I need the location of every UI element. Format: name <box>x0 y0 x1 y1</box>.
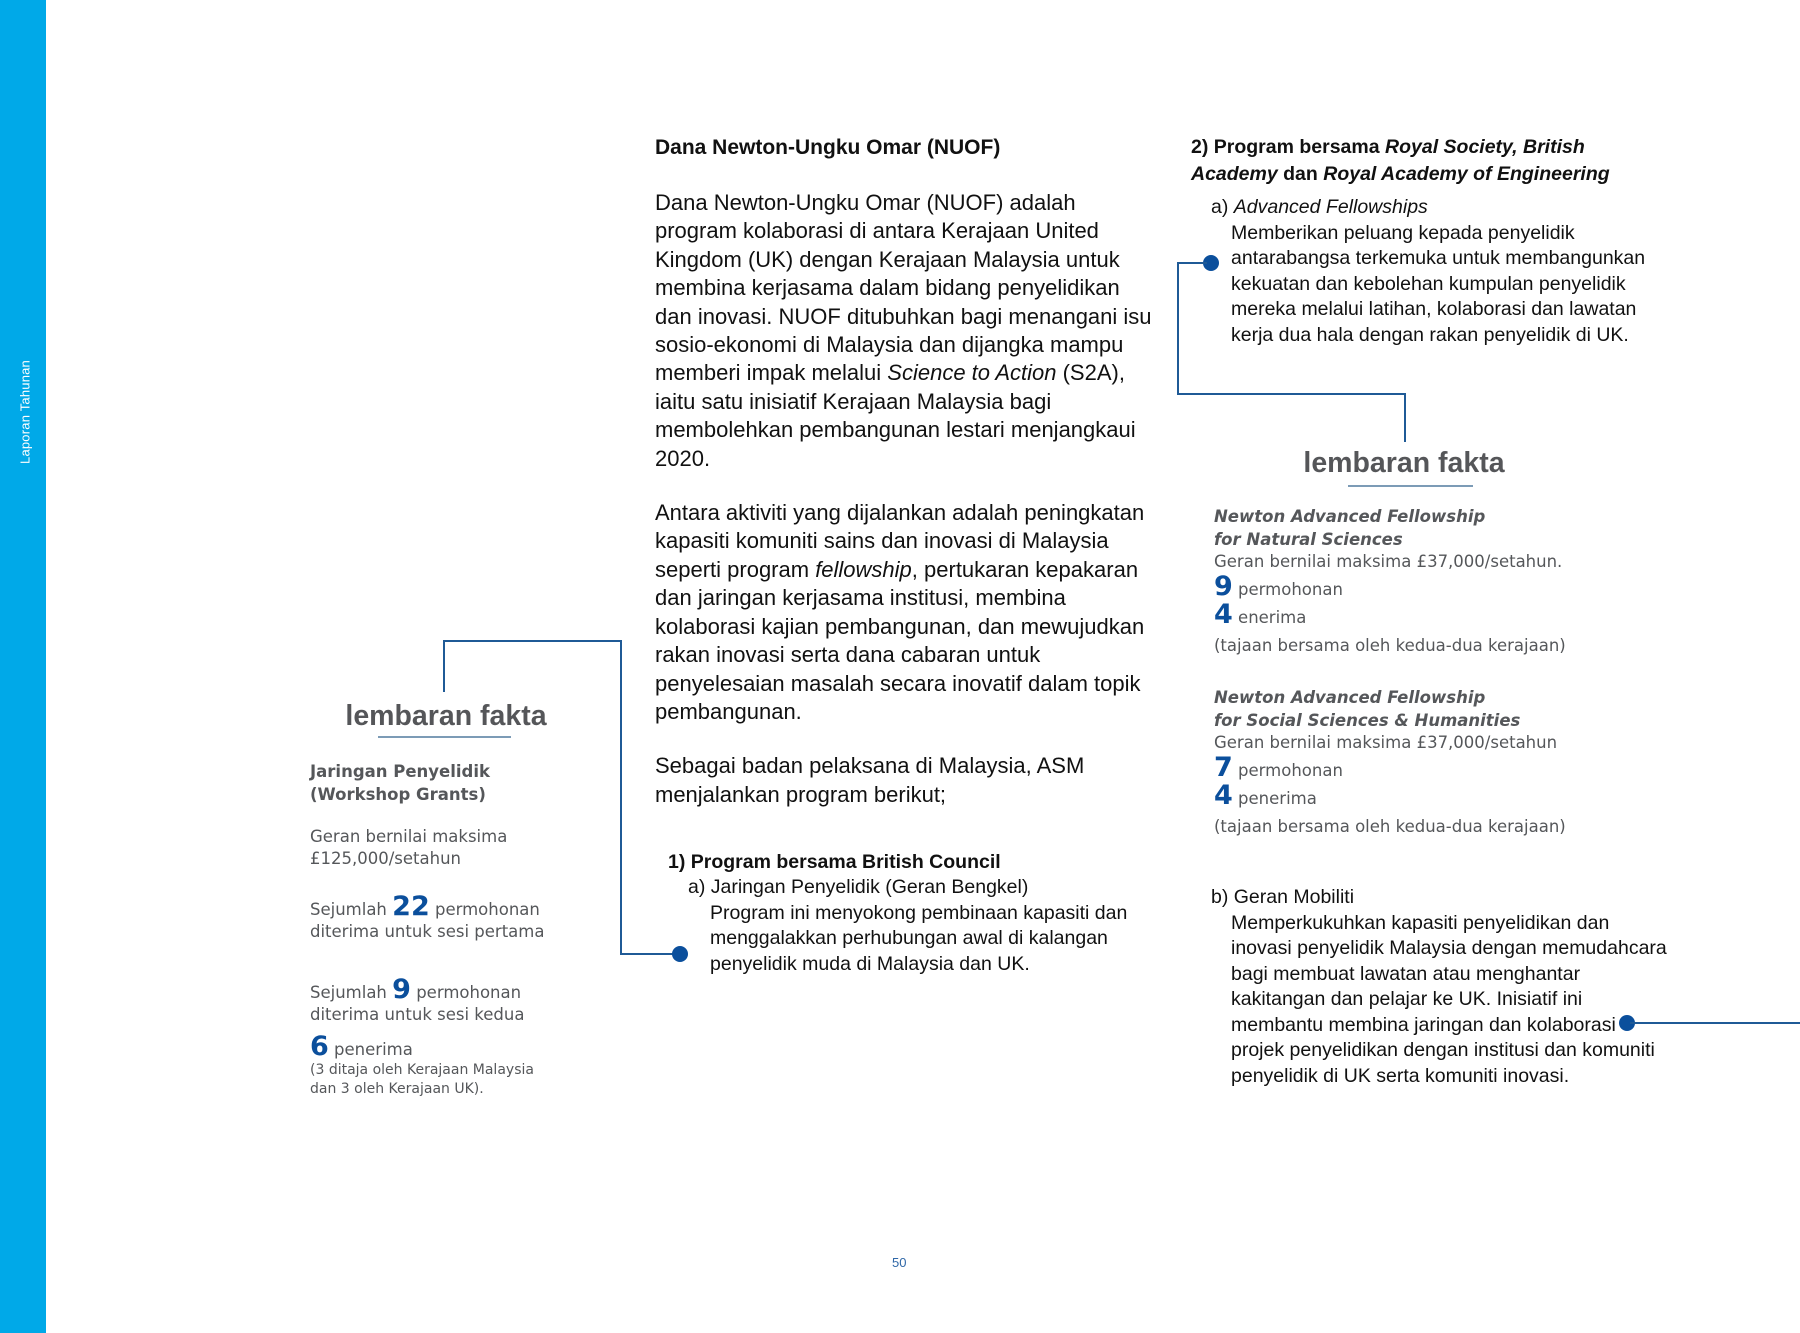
paragraph-intro-italic: Science to Action <box>887 360 1057 386</box>
page-number: 50 <box>892 1255 907 1270</box>
connector-left-vertical-short <box>443 640 445 692</box>
applications-label: permohonan <box>1238 580 1343 599</box>
connector-right-horizontal-top <box>1177 262 1207 264</box>
program-2-sub-b-body: Memperkukuhkan kapasiti penyelidikan dan inovasi penyelidik Malaysia dengan memudahcara bagi membuat lawatan atau menghantar kakitangan dan pelajar ke UK. Inisiatif ini membantu membina jaringan dan kolaborasi projek penyelidikan dengan institusi dan komuniti penyelidik di UK serta komuniti inovasi. <box>1231 911 1667 1087</box>
fact-left-session-2 <box>310 974 570 1005</box>
fact-right-item-2-note: (tajaan bersama oleh kedua-dua kerajaan) <box>1214 817 1566 836</box>
fact-sheet-right-heading: lembaran fakta <box>1303 447 1505 479</box>
fact-right-item-2-grant: Geran bernilai maksima £37,000/setahun <box>1214 733 1558 752</box>
program-2-sub-a <box>1211 195 1661 348</box>
session-1-suffix: permohonan <box>434 900 540 919</box>
program-2-title <box>1191 134 1661 187</box>
program-1-sub-a-label: a) Jaringan Penyelidik (Geran Bengkel) <box>688 876 1029 898</box>
program-2-sub-a-body: Memberikan peluang kepada penyelidik antarabangsa terkemuka untuk membangunkan kekuatan dan kebolehan kumpulan penyelidik mereka melalui latihan, kolaborasi dan lawatan kerja dua hala dengan rakan penyelidik di UK. <box>1231 221 1646 346</box>
fact-right-item-1-note: (tajaan bersama oleh kedua-dua kerajaan) <box>1214 636 1566 655</box>
session-1-prefix: Sejumlah <box>310 900 387 919</box>
fact-left-grant-1: Geran bernilai maksima <box>310 827 508 846</box>
fact-sheet-left-heading: lembaran fakta <box>345 700 547 732</box>
program-1-title: 1) Program bersama British Council <box>668 851 1001 873</box>
fact-left-note-1: (3 ditaja oleh Kerajaan Malaysia <box>310 1062 534 1078</box>
paragraph-activities-text-end: , pertukaran kepakaran dan jaringan kerjasama institusi, membina kolaborasi kajian pembangunan, dan mewujudkan rakan inovasi serta dana cabaran untuk penyelesaian masalah secara inovatif dalam topik pembangunan. <box>655 556 1145 724</box>
recipients-label: enerima <box>1238 608 1307 627</box>
program-2-title-italic-1: Royal Society, British Academy <box>1191 136 1585 185</box>
fact-left-title-1: Jaringan Penyelidik <box>310 762 490 781</box>
fact-right-item-1-recipients <box>1214 601 1594 635</box>
program-2 <box>1191 134 1661 187</box>
program-2-sub-b <box>1211 885 1671 1089</box>
paragraph-activities <box>655 499 1155 726</box>
session-2-count: 9 <box>392 974 411 1005</box>
fact-right-item-social-sciences <box>1214 687 1594 838</box>
connector-right-horizontal-mid <box>1177 393 1406 395</box>
fact-right-item-1-title-1: Newton Advanced Fellowship <box>1214 507 1486 526</box>
fact-left-session-2-line2: diterima untuk sesi kedua <box>310 1005 525 1024</box>
connector-right-vertical-left <box>1177 262 1179 395</box>
fact-right-item-2-recipients <box>1214 782 1594 816</box>
paragraph-activities-text: Antara aktiviti yang dijalankan adalah peningkatan kapasiti komuniti sains dan inovasi di Malaysia seperti program <box>655 500 1145 582</box>
connector-right-vertical-short <box>1404 393 1406 442</box>
connector-left-horizontal-bottom <box>620 953 680 955</box>
program-2-sub-a-italic: Advanced Fellowships <box>1233 196 1428 218</box>
sidebar-label: Laporan Tahunan <box>17 360 33 464</box>
fact-right-item-2-title-2: for Social Sciences & Humanities <box>1214 710 1521 730</box>
fact-sheet-right-underline <box>1348 485 1473 487</box>
recipients-count: 4 <box>1214 599 1233 630</box>
fact-right-item-1-title-2: for Natural Sciences <box>1214 529 1403 549</box>
paragraph-intro-text: Dana Newton-Ungku Omar (NUOF) adalah program kolaborasi di antara Kerajaan United Kingdom (UK) dengan Kerajaan Malaysia untuk membina kerjasama dalam bidang penyelidikan dan inovasi. NUOF ditubuhkan bagi menangani isu sosio-ekonomi di Malaysia dan dijangka mampu memberi impak melalui <box>655 190 1152 386</box>
program-2-title-mid: dan <box>1277 162 1324 185</box>
fact-left-note-2: dan 3 oleh Kerajaan UK). <box>310 1081 484 1097</box>
program-2-title-italic-2: Royal Academy of Engineering <box>1323 162 1610 185</box>
fact-left-recipients <box>310 1031 570 1062</box>
program-1-sub-a <box>688 875 1128 977</box>
applications-count: 9 <box>1214 571 1233 602</box>
sidebar-band <box>0 0 46 1333</box>
recipients-count: 4 <box>1214 780 1233 811</box>
fact-left-grant-2: £125,000/setahun <box>310 849 461 868</box>
applications-count: 7 <box>1214 752 1233 783</box>
program-1-sub-a-body: Program ini menyokong pembinaan kapasiti dan menggalakkan perhubungan awal di kalangan penyelidik muda di Malaysia dan UK. <box>710 901 1128 975</box>
fact-sheet-left <box>310 760 570 1099</box>
session-2-prefix: Sejumlah <box>310 983 387 1002</box>
paragraph-intro-text-end: (S2A), iaitu satu inisiatif Kerajaan Malaysia bagi membolehkan pembangunan lestari menjangkaui 2020. <box>655 360 1136 471</box>
program-1 <box>668 850 1128 977</box>
fact-left-session-1-line2: diterima untuk sesi pertama <box>310 922 545 941</box>
paragraph-activities-italic: fellowship <box>815 556 912 582</box>
program-2-sub-a-label <box>1211 195 1661 221</box>
fact-left-title-2: (Workshop Grants) <box>310 785 486 804</box>
connector-mobility-horizontal <box>1630 1022 1800 1024</box>
session-2-suffix: permohonan <box>416 983 522 1002</box>
program-2-title-prefix: 2) Program bersama <box>1191 136 1386 158</box>
recipients-count: 6 <box>310 1031 329 1062</box>
article-title: Dana Newton-Ungku Omar (NUOF) <box>655 136 1001 159</box>
paragraph-asm: Sebagai badan pelaksana di Malaysia, ASM menjalankan program berikut; <box>655 753 1085 807</box>
recipients-label: penerima <box>334 1040 413 1059</box>
connector-left-horizontal-top <box>443 640 622 642</box>
program-2-sub-b-label: b) Geran Mobiliti <box>1211 886 1355 908</box>
applications-label: permohonan <box>1238 761 1343 780</box>
program-2-sub-a-prefix: a) <box>1211 196 1234 218</box>
fact-right-item-1-grant: Geran bernilai maksima £37,000/setahun. <box>1214 552 1563 571</box>
session-1-count: 22 <box>392 891 430 922</box>
fact-sheet-left-underline <box>378 736 511 738</box>
fact-right-item-2-title-1: Newton Advanced Fellowship <box>1214 688 1486 707</box>
main-article <box>655 133 1155 809</box>
fact-left-session-1 <box>310 891 570 922</box>
recipients-label: penerima <box>1238 789 1317 808</box>
paragraph-intro <box>655 189 1155 473</box>
connector-left-vertical-long <box>620 640 622 955</box>
connector-dot-program-1 <box>672 946 688 962</box>
fact-right-item-natural-sciences <box>1214 506 1594 657</box>
